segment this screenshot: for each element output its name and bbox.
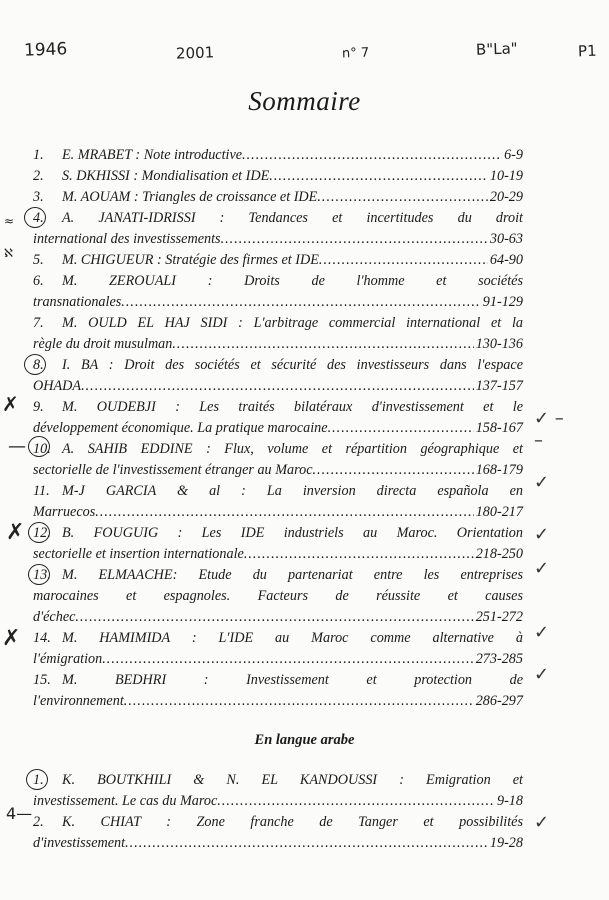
entry-title: S. DKHISSI : Mondialisation et IDE [62, 168, 270, 184]
entry-pages: 218-250 [475, 546, 523, 562]
dash-mark-icon: 4— [6, 804, 33, 823]
entry-title: E. MRABET : Note introductive [62, 147, 243, 163]
toc-entry-5 [33, 250, 523, 271]
entry-title: M. CHIGUEUR : Stratégie des firmes et IDE [62, 252, 319, 268]
entry-title: K. BOUTKHILI & N. EL KANDOUSSI : Emigration et [62, 772, 523, 788]
toc-entry-11 [33, 481, 523, 523]
entry-title: M. ELMAACHE: Etude du partenariat entre les entreprises [62, 567, 523, 583]
entry-title-cont: l'émigration [33, 651, 103, 667]
entry-number: 1. [33, 147, 44, 163]
entry-number: 13. [33, 567, 51, 583]
check-mark-icon: ✓ [534, 812, 550, 833]
handwritten-shelf: P1 [577, 41, 597, 61]
entry-title-cont: international des investissements [33, 231, 221, 247]
entry-title-cont: sectorielle et insertion internationale [33, 546, 244, 562]
toc-entry-2 [33, 166, 523, 187]
section-heading-arabic: En langue arabe [254, 732, 355, 748]
entry-number: 1. [33, 772, 44, 788]
entry-title: I. BA : Droit des sociétés et sécurité des investisseurs dans l'espace [62, 357, 523, 373]
check-mark-icon: – [534, 430, 543, 451]
handwritten-circle-mark [28, 436, 50, 457]
entry-number: 6. [33, 273, 44, 289]
entry-title: A. SAHIB EDDINE : Flux, volume et répartition géographique et [62, 441, 523, 457]
entry-title-cont: OHADA [33, 378, 82, 394]
entry-title-cont: développement économique. La pratique marocaine [33, 420, 328, 436]
entry-number: 4. [33, 210, 44, 226]
entry-number: 15. [33, 672, 51, 688]
entry-title-cont: Marruecos [33, 504, 96, 520]
entry-pages: 6-9 [504, 147, 523, 163]
check-mark-icon: ✓ [534, 558, 550, 579]
cross-mark-icon: ✗ [6, 520, 25, 545]
cross-mark-icon: ✗ [2, 392, 19, 416]
entry-title-cont: marocaines et espagnoles. Facteurs de réussite et causes [33, 588, 523, 604]
entry-pages: 20-29 [489, 189, 523, 205]
entry-title: M. BEDHRI : Investissement et protection de [62, 672, 523, 688]
arabic-table-of-contents [33, 770, 523, 854]
toc-entry-7 [33, 313, 523, 355]
handwritten-ref-number: 1946 [23, 39, 68, 61]
entry-title: K. CHIAT : Zone franche de Tanger et possibilités [62, 814, 523, 830]
dash-mark-icon: ℵ [4, 246, 13, 260]
check-mark-icon: ✓ [534, 472, 550, 493]
entry-pages: 158-167 [475, 420, 523, 436]
cross-mark-icon: — [8, 436, 26, 457]
entry-pages: 64-90 [489, 252, 523, 268]
entry-number: 2. [33, 814, 44, 830]
handwritten-circle-mark [24, 354, 46, 375]
entry-title: A. JANATI-IDRISSI : Tendances et incertitudes du droit [62, 210, 523, 226]
dash-mark-icon: ≈ [4, 214, 15, 228]
entry-number: 10. [33, 441, 51, 457]
entry-number: 7. [33, 315, 44, 331]
handwritten-year: 2001 [175, 43, 215, 63]
check-mark-icon: ✓ [534, 524, 550, 545]
entry-number: 3. [33, 189, 44, 205]
entry-title: B. FOUGUIG : Les IDE industriels au Maroc. Orientation [62, 525, 523, 541]
entry-title-cont: l'environnement [33, 693, 124, 709]
toc-entry-12 [33, 523, 523, 565]
cross-mark-icon: ✗ [2, 626, 21, 651]
handwritten-circle-mark [28, 522, 50, 543]
entry-pages: 10-19 [489, 168, 523, 184]
page-title: Sommaire [248, 86, 361, 116]
entry-pages: 168-179 [475, 462, 523, 478]
arabic-entry-2 [33, 812, 523, 854]
entry-title-cont: transnationales [33, 294, 122, 310]
entry-number: 5. [33, 252, 44, 268]
entry-title-cont: d'échec [33, 609, 76, 625]
entry-pages: 251-272 [475, 609, 523, 625]
toc-entry-15 [33, 670, 523, 712]
toc-entry-14 [33, 628, 523, 670]
toc-entry-9 [33, 397, 523, 439]
entry-pages: 30-63 [489, 231, 523, 247]
handwritten-circle-mark [28, 564, 50, 585]
check-mark-icon: ✓ [534, 622, 550, 643]
entry-title: M-J GARCIA & al : La inversion directa española en [62, 483, 523, 499]
entry-title: M. HAMIMIDA : L'IDE au Maroc comme alternative à [62, 630, 523, 646]
handwritten-issue: n° 7 [341, 45, 370, 62]
toc-entry-8 [33, 355, 523, 397]
entry-pages: 180-217 [475, 504, 523, 520]
entry-title-cont: sectorielle de l'investissement étranger au Maroc [33, 462, 313, 478]
entry-title-cont: d'investissement [33, 835, 126, 851]
entry-title: M. OULD EL HAJ SIDI : L'arbitrage commercial international et la [62, 315, 523, 331]
entry-number: 11. [33, 483, 50, 499]
entry-title: M. AOUAM : Triangles de croissance et IDE [62, 189, 318, 205]
toc-entry-3 [33, 187, 523, 208]
check-mark-icon: ✓ – [534, 408, 564, 429]
handwritten-library: B"La" [475, 39, 518, 59]
entry-pages: 130-136 [475, 336, 523, 352]
entry-pages: 9-18 [496, 793, 523, 809]
entry-pages: 286-297 [475, 693, 523, 709]
check-mark-icon: ✓ [534, 664, 550, 685]
entry-number: 12. [33, 525, 51, 541]
entry-title-cont: investissement. Le cas du Maroc [33, 793, 218, 809]
entry-pages: 91-129 [482, 294, 523, 310]
entry-title: M. OUDEBJI : Les traités bilatéraux d'investissement et le [62, 399, 523, 415]
table-of-contents [33, 145, 523, 712]
arabic-entry-1 [33, 770, 523, 812]
entry-number: 2. [33, 168, 44, 184]
entry-number: 8. [33, 357, 44, 373]
toc-entry-13 [33, 565, 523, 628]
toc-entry-4 [33, 208, 523, 250]
entry-pages: 19-28 [489, 835, 523, 851]
toc-entry-1 [33, 145, 523, 166]
handwritten-circle-mark [24, 207, 46, 228]
entry-title-cont: règle du droit musulman [33, 336, 173, 352]
handwritten-circle-mark [26, 769, 48, 790]
entry-number: 14. [33, 630, 51, 646]
toc-entry-10 [33, 439, 523, 481]
entry-pages: 137-157 [475, 378, 523, 394]
entry-number: 9. [33, 399, 44, 415]
entry-title: M. ZEROUALI : Droits de l'homme et sociétés [62, 273, 523, 289]
entry-pages: 273-285 [475, 651, 523, 667]
toc-entry-6 [33, 271, 523, 313]
